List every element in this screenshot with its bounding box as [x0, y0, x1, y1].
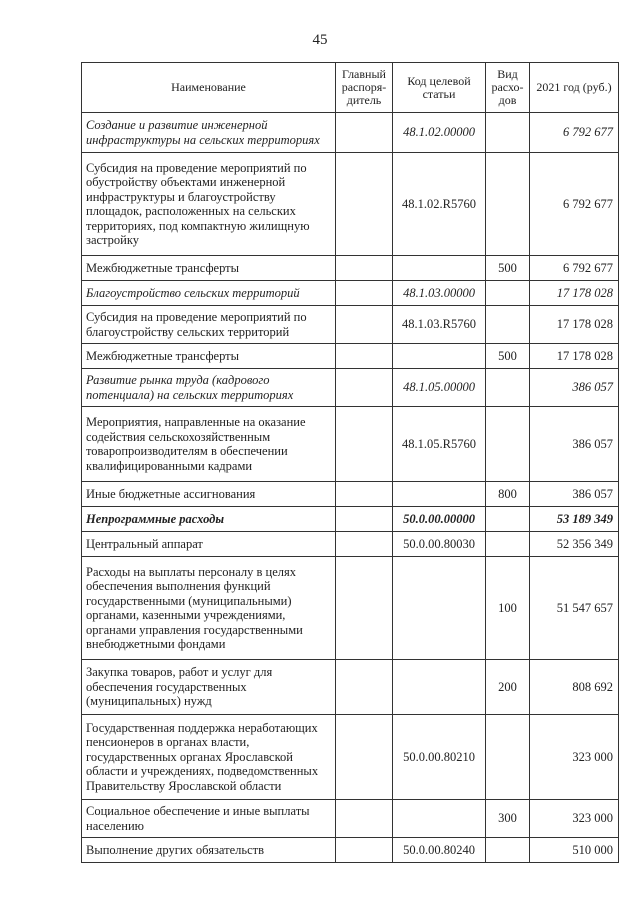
table-row	[82, 660, 619, 715]
page-number: 45	[312, 32, 328, 48]
row-type-cell	[486, 113, 530, 153]
row-name-cell: Закупка товаров, работ и услуг для обеспечения государственных (муниципальных) нужд	[82, 660, 336, 715]
row-code-cell: 48.1.02.00000	[393, 113, 486, 153]
row-amount-cell: 323 000	[530, 715, 619, 800]
row-name-cell: Выполнение других обязательств	[82, 838, 336, 863]
row-amount-cell: 386 057	[530, 369, 619, 407]
row-type-cell: 300	[486, 800, 530, 838]
row-name-cell: Непрограммные расходы	[82, 507, 336, 532]
row-amount-cell: 6 792 677	[530, 153, 619, 256]
row-code-cell: 50.0.00.00000	[393, 507, 486, 532]
row-code-cell: 48.1.03.00000	[393, 281, 486, 306]
table-row	[82, 482, 619, 507]
row-amount-cell: 386 057	[530, 482, 619, 507]
row-amount-cell: 52 356 349	[530, 532, 619, 557]
header-row	[82, 63, 619, 113]
row-name-cell: Субсидия на проведение мероприятий по благоустройству сельских территорий	[82, 306, 336, 344]
table-row	[82, 281, 619, 306]
budget-table	[81, 62, 619, 863]
row-manager-cell	[336, 256, 393, 281]
row-type-cell	[486, 838, 530, 863]
row-amount-cell: 51 547 657	[530, 557, 619, 660]
row-manager-cell	[336, 344, 393, 369]
row-amount-cell: 510 000	[530, 838, 619, 863]
table-row	[82, 256, 619, 281]
row-manager-cell	[336, 507, 393, 532]
table-row	[82, 306, 619, 344]
table-row	[82, 153, 619, 256]
header-amount: 2021 год (руб.)	[530, 63, 619, 113]
row-code-cell: 48.1.05.R5760	[393, 407, 486, 482]
row-type-cell	[486, 407, 530, 482]
row-manager-cell	[336, 306, 393, 344]
row-code-cell: 50.0.00.80030	[393, 532, 486, 557]
header-type: Вид расхо-дов	[486, 63, 530, 113]
row-amount-cell: 17 178 028	[530, 344, 619, 369]
table-row	[82, 407, 619, 482]
row-manager-cell	[336, 660, 393, 715]
row-type-cell	[486, 153, 530, 256]
row-manager-cell	[336, 407, 393, 482]
row-name-cell: Благоустройство сельских территорий	[82, 281, 336, 306]
table-row	[82, 838, 619, 863]
row-name-cell: Развитие рынка труда (кадрового потенциала) на сельских территориях	[82, 369, 336, 407]
row-amount-cell: 17 178 028	[530, 306, 619, 344]
row-amount-cell: 323 000	[530, 800, 619, 838]
table-row	[82, 344, 619, 369]
row-code-cell: 48.1.02.R5760	[393, 153, 486, 256]
row-type-cell	[486, 507, 530, 532]
table-row	[82, 800, 619, 838]
row-type-cell: 100	[486, 557, 530, 660]
row-type-cell: 200	[486, 660, 530, 715]
row-name-cell: Мероприятия, направленные на оказание содействия сельскохозяйственным товаропроизводителям в обеспечении квалифицированными кадрами	[82, 407, 336, 482]
row-name-cell: Социальное обеспечение и иные выплаты населению	[82, 800, 336, 838]
table-row	[82, 532, 619, 557]
row-type-cell	[486, 306, 530, 344]
row-amount-cell: 386 057	[530, 407, 619, 482]
row-name-cell: Субсидия на проведение мероприятий по обустройству объектами инженерной инфраструктуры и благоустройству площадок, расположенных на сельских территориях, под компактную жилищную застройку	[82, 153, 336, 256]
row-code-cell: 48.1.03.R5760	[393, 306, 486, 344]
row-name-cell: Иные бюджетные ассигнования	[82, 482, 336, 507]
row-code-cell: 48.1.05.00000	[393, 369, 486, 407]
row-name-cell: Расходы на выплаты персоналу в целях обеспечения выполнения функций государственными (муниципальными) органами, казенными учреждениями, органами управления государственными внебюджетными фондами	[82, 557, 336, 660]
row-manager-cell	[336, 153, 393, 256]
header-code: Код целевой статьи	[393, 63, 486, 113]
row-code-cell: 50.0.00.80240	[393, 838, 486, 863]
row-name-cell: Межбюджетные трансферты	[82, 256, 336, 281]
row-type-cell: 500	[486, 256, 530, 281]
row-name-cell: Государственная поддержка неработающих пенсионеров в органах власти, государственных органах Ярославской области и учреждениях, подведомственных Правительству Ярославской области	[82, 715, 336, 800]
row-manager-cell	[336, 482, 393, 507]
row-name-cell: Создание и развитие инженерной инфраструктуры на сельских территориях	[82, 113, 336, 153]
row-name-cell: Межбюджетные трансферты	[82, 344, 336, 369]
row-manager-cell	[336, 800, 393, 838]
row-manager-cell	[336, 715, 393, 800]
row-type-cell	[486, 281, 530, 306]
row-code-cell	[393, 800, 486, 838]
row-manager-cell	[336, 113, 393, 153]
row-type-cell	[486, 715, 530, 800]
row-type-cell	[486, 369, 530, 407]
row-type-cell: 800	[486, 482, 530, 507]
header-manager: Главный распоря-дитель	[336, 63, 393, 113]
row-type-cell: 500	[486, 344, 530, 369]
row-type-cell	[486, 532, 530, 557]
row-amount-cell: 808 692	[530, 660, 619, 715]
row-manager-cell	[336, 838, 393, 863]
row-code-cell	[393, 660, 486, 715]
row-manager-cell	[336, 557, 393, 660]
row-code-cell: 50.0.00.80210	[393, 715, 486, 800]
table-row	[82, 715, 619, 800]
header-name: Наименование	[82, 63, 336, 113]
row-manager-cell	[336, 369, 393, 407]
row-manager-cell	[336, 532, 393, 557]
table-row	[82, 557, 619, 660]
table-row	[82, 369, 619, 407]
row-code-cell	[393, 344, 486, 369]
table-body	[82, 113, 619, 863]
row-amount-cell: 53 189 349	[530, 507, 619, 532]
row-name-cell: Центральный аппарат	[82, 532, 336, 557]
row-amount-cell: 17 178 028	[530, 281, 619, 306]
table-row	[82, 113, 619, 153]
row-code-cell	[393, 557, 486, 660]
row-code-cell	[393, 482, 486, 507]
row-manager-cell	[336, 281, 393, 306]
row-amount-cell: 6 792 677	[530, 256, 619, 281]
row-code-cell	[393, 256, 486, 281]
row-amount-cell: 6 792 677	[530, 113, 619, 153]
table-row	[82, 507, 619, 532]
